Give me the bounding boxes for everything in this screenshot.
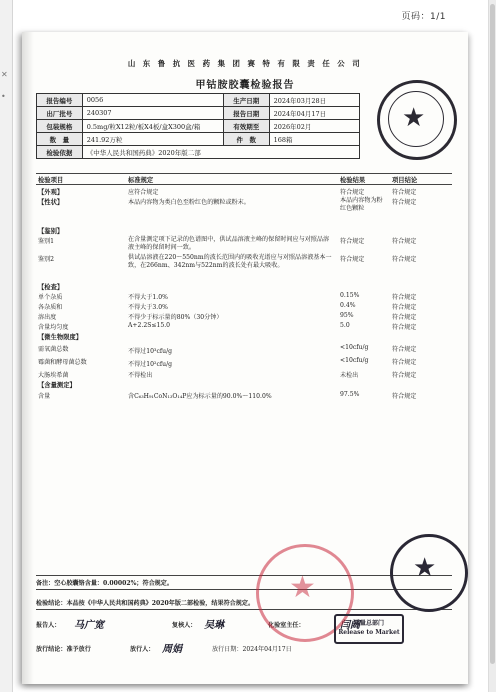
dot-icon: • — [1, 92, 6, 101]
qty-label: 数 量 — [37, 133, 83, 146]
uni-standard: A+2.2S≤15.0 — [128, 322, 171, 329]
spec-label: 包装规格 — [37, 120, 83, 133]
info-row — [37, 146, 360, 159]
aer-standard: 不得过10³cfu/g — [128, 348, 173, 355]
final-conclusion: 检验结论：本品按《中华人民共和国药典》2020年版二部检验，结果符合规定。 — [36, 600, 255, 607]
batch-no: 240307 — [82, 107, 223, 120]
diss-conclusion: 符合规定 — [392, 314, 417, 321]
info-grid — [36, 93, 360, 159]
mold-conclusion: 符合规定 — [392, 359, 417, 366]
ident2-standard: 供试品溶液在220～550nm的波长范围内的吸收光谱应与对照品溶液基本一致，在266nm、342nm与522nm的波长处有最大吸收。 — [128, 254, 332, 269]
report-title: 甲钴胺胶囊检验报告 — [195, 80, 295, 91]
prod-date-label: 生产日期 — [223, 94, 269, 107]
prod-date: 2024年03月28日 — [269, 94, 359, 107]
release-stamp — [334, 614, 404, 644]
assay-section: 【含量测定】 — [38, 382, 76, 389]
reporter-signature: 马广宽 — [74, 620, 104, 631]
aer-item: 需氧菌总数 — [38, 346, 69, 353]
releaser-label: 放行人： — [130, 646, 155, 653]
scrollbar-thumb[interactable] — [490, 4, 495, 664]
report-date-label: 报告日期 — [223, 107, 269, 120]
mold-result: <10cfu/g — [340, 357, 369, 364]
qc-seal — [390, 534, 468, 612]
imp1-result: 0.15% — [340, 292, 360, 299]
page-number: 页码：1/1 — [401, 12, 446, 22]
aer-result: <10cfu/g — [340, 344, 369, 351]
ident2-conclusion: 符合规定 — [392, 256, 417, 263]
mold-item: 霉菌和酵母菌总数 — [38, 359, 87, 366]
ecoli-result: 未检出 — [340, 372, 359, 379]
ident-section: 【鉴别】 — [38, 228, 64, 235]
diss-result: 95% — [340, 312, 354, 319]
aer-conclusion: 符合规定 — [392, 346, 417, 353]
info-row — [37, 133, 360, 146]
report-no: 0056 — [82, 94, 223, 107]
test-basis: 《中华人民共和国药典》2020年版二部 — [82, 146, 359, 159]
appearance-section: 【外观】 — [38, 189, 64, 196]
header-rule-bottom — [36, 184, 452, 185]
imp1-item: 单个杂质 — [38, 294, 63, 301]
ident1-result: 符合规定 — [340, 238, 365, 245]
traits-result: 本品内容物为粉红色颗粒 — [340, 197, 383, 212]
footer-rule-2 — [36, 589, 452, 590]
imp2-result: 0.4% — [340, 302, 356, 309]
star-icon: ★ — [289, 570, 316, 605]
header-rule-top — [36, 173, 452, 174]
expiry-label: 有效期至 — [223, 120, 269, 133]
pieces: 168箱 — [269, 133, 359, 146]
check-section: 【检查】 — [38, 284, 64, 291]
uni-item: 含量均匀度 — [38, 324, 69, 331]
footer-rule-3 — [36, 609, 452, 610]
batch-label: 出厂批号 — [37, 107, 83, 120]
ecoli-item: 大肠埃希菌 — [38, 372, 69, 379]
appearance-result: 符合规定 — [340, 189, 365, 196]
mold-standard: 不得过10²cfu/g — [128, 361, 173, 368]
imp2-item: 各杂质和 — [38, 304, 63, 311]
release-conclusion: 放行结论：准予放行 — [36, 646, 91, 653]
info-row — [37, 120, 360, 133]
ecoli-standard: 不得检出 — [128, 372, 153, 379]
basis-label: 检验依据 — [37, 146, 83, 159]
star-icon: ★ — [413, 553, 437, 583]
release-date: 放行日期：2024年04月17日 — [212, 646, 292, 653]
report-date: 2024年04月17日 — [269, 107, 359, 120]
imp2-conclusion: 符合规定 — [392, 304, 417, 311]
release-stamp-line2: Release to Market — [338, 629, 400, 636]
remark: 备注：空心胶囊铬含量：0.00002%；符合规定。 — [36, 580, 173, 587]
ident1-standard: 在含量测定项下记录的色谱图中，供试品溶液主峰的保留时间应与对照品溶液主峰的保留时间一致。 — [128, 236, 330, 251]
quantity: 241.92万粒 — [82, 133, 223, 146]
assay-conclusion: 符合规定 — [392, 393, 417, 400]
report-no-label: 报告编号 — [37, 94, 83, 107]
ecoli-conclusion: 符合规定 — [392, 372, 417, 379]
appearance-conclusion: 符合规定 — [392, 189, 417, 196]
reviewer-label: 复核人： — [172, 622, 197, 629]
reviewer-signature: 吴琳 — [204, 620, 224, 631]
approver-label: 化验室主任： — [268, 622, 305, 629]
imp2-standard: 不得大于3.0% — [128, 304, 168, 311]
col-result: 检验结果 — [340, 177, 366, 184]
imp1-standard: 不得大于1.0% — [128, 294, 168, 301]
ident1-item: 鉴别1 — [38, 238, 55, 245]
assay-standard: 含C₆₃H₉₁CoN₁₃O₁₄P应为标示量的90.0%～110.0% — [128, 393, 272, 400]
side-panel — [0, 0, 13, 692]
col-standard: 标准规定 — [128, 177, 154, 184]
releaser-signature: 周娟 — [162, 644, 182, 655]
ident2-result: 符合规定 — [340, 256, 365, 263]
assay-result: 97.5% — [340, 391, 360, 398]
release-stamp-line1: 质量总部门 — [353, 620, 384, 627]
ident1-conclusion: 符合规定 — [392, 238, 417, 245]
col-conclusion: 项目结论 — [392, 177, 418, 184]
pack-spec: 0.5mg/粒X12粒/板X4板/盒X300盒/箱 — [82, 120, 223, 133]
vertical-scrollbar[interactable] — [488, 0, 496, 692]
col-item: 检验项目 — [38, 177, 64, 184]
diss-standard: 不得少于标示量的80%（30分钟） — [128, 314, 223, 321]
sheet-edge-shadow — [22, 32, 34, 684]
company-name: 山 东 鲁 抗 医 药 集 团 赛 特 有 限 责 任 公 司 — [127, 59, 363, 68]
micro-section: 【微生物限度】 — [38, 334, 83, 341]
info-row — [37, 94, 360, 107]
star-icon: ★ — [402, 103, 426, 133]
expiry-date: 2026年02月 — [269, 120, 359, 133]
ident2-item: 鉴别2 — [38, 256, 55, 263]
traits-section: 【性状】 — [38, 199, 64, 206]
pieces-label: 件 数 — [223, 133, 269, 146]
approver-signature: 闫阔 — [340, 620, 360, 631]
qa-seal — [377, 80, 457, 160]
uni-result: 5.0 — [340, 322, 350, 329]
report-sheet — [22, 32, 468, 684]
reporter-label: 报告人： — [36, 622, 61, 629]
close-icon[interactable]: ✕ — [1, 70, 8, 79]
traits-standard: 本品内容物为类白色至粉红色的颗粒或粉末。 — [128, 199, 250, 206]
imp1-conclusion: 符合规定 — [392, 294, 417, 301]
info-row — [37, 107, 360, 120]
diss-item: 溶出度 — [38, 314, 57, 321]
traits-conclusion: 符合规定 — [392, 199, 417, 206]
assay-item: 含量 — [38, 393, 51, 400]
uni-conclusion: 符合规定 — [392, 324, 417, 331]
appearance-standard: 应符合规定 — [128, 189, 159, 196]
